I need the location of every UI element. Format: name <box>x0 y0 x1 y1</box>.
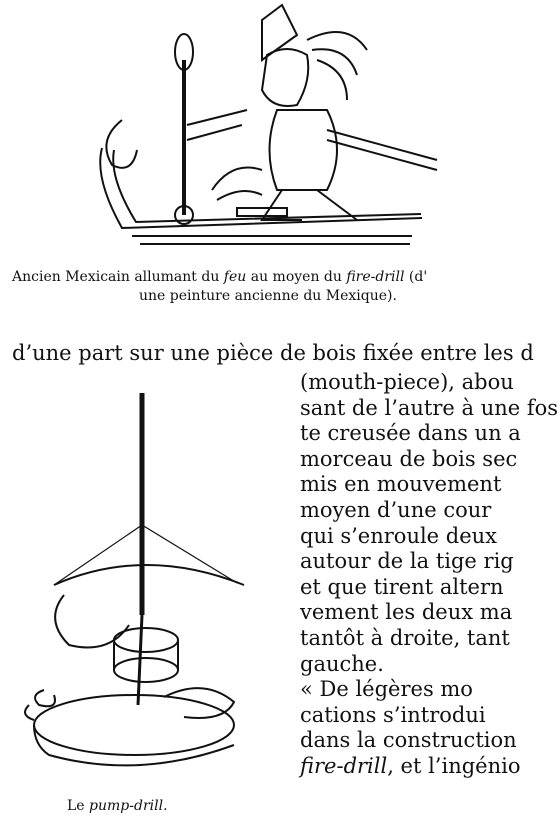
text-line: tantôt à droite, tant <box>300 625 510 650</box>
text-line-last <box>300 754 560 780</box>
text-line: et que tirent altern <box>300 574 504 599</box>
caption-part-italic: pump-drill <box>89 798 164 814</box>
caption-part: Ancien Mexicain allumant du <box>12 269 224 285</box>
text-line: mis en mouvement <box>300 472 502 497</box>
caption-part: Le <box>67 798 90 814</box>
caption-part-italic: fire-drill <box>346 269 405 285</box>
text-line: moyen d’une cour <box>300 497 492 522</box>
text-line: (mouth-piece), abou <box>300 370 514 394</box>
figure-caption-top <box>12 268 512 306</box>
text-line: gauche. <box>300 651 384 676</box>
body-text-column <box>300 370 560 780</box>
caption-part: . <box>163 798 168 814</box>
text-line: qui s’enroule deux <box>300 523 498 548</box>
text-line: dans la construction <box>300 728 517 753</box>
text-line: vement les deux ma <box>300 600 513 625</box>
caption-part-italic: feu <box>223 269 247 285</box>
pump-drill-illustration <box>14 385 266 815</box>
text-line: autour de la tige rig <box>300 549 514 574</box>
text-line: morceau de bois sec <box>300 446 518 471</box>
figure-caption-pump-drill <box>67 798 168 814</box>
body-text-first-line: d’une part sur une pièce de bois fixée entre les d <box>12 341 534 365</box>
text-fragment: , et l’ingénio <box>387 753 521 778</box>
text-line: te creusée dans un a <box>300 421 521 446</box>
text-line: sant de l’autre à une fos <box>300 395 559 420</box>
mexican-fire-drill-illustration <box>92 0 452 262</box>
caption-part: au moyen du <box>246 269 347 285</box>
text-line: cations s’introdui <box>300 702 486 727</box>
italic-term: fire-drill <box>300 753 388 778</box>
caption-line-2: une peinture ancienne du Mexique). <box>139 288 397 304</box>
caption-part: (d' <box>404 269 428 285</box>
text-line: « De légères mo <box>300 677 473 702</box>
